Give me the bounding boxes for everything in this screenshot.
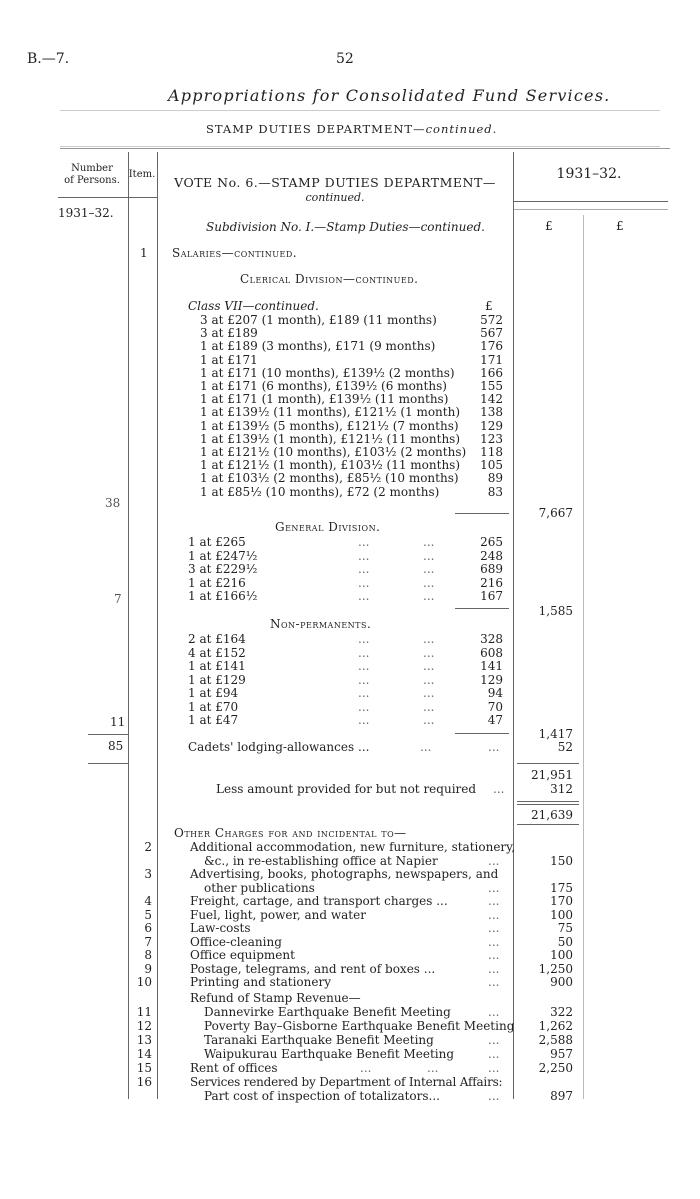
salary-row-amount: 105 xyxy=(480,458,503,473)
year-header: 1931–32. xyxy=(556,166,622,182)
charge-amount: 900 xyxy=(550,975,573,989)
salary-row-amount: 47 xyxy=(487,713,503,727)
salary-row-amount: 141 xyxy=(480,659,503,673)
persons-count: 38 xyxy=(105,496,121,510)
refund-label: Waipukurau Earthquake Benefit Meeting xyxy=(204,1047,455,1061)
running-title: Appropriations for Consolidated Fund Services. xyxy=(168,86,611,105)
charge-label: &c., in re-establishing office at Napier xyxy=(204,853,438,868)
salary-row-text: 3 at £189 xyxy=(200,326,258,341)
item-number: 1 xyxy=(140,246,148,260)
clerical-division-heading: Clerical Division—continued. xyxy=(240,272,419,286)
salary-row-amount: 155 xyxy=(480,379,503,393)
salary-row-amount: 138 xyxy=(480,405,503,420)
services-label: Services rendered by Department of Internal Affairs: xyxy=(190,1075,503,1089)
subtotal-amount: 1,417 xyxy=(538,727,573,741)
salary-row-amount: 567 xyxy=(480,326,503,341)
salary-row-amount: 129 xyxy=(480,418,503,433)
item-number: 2 xyxy=(144,840,152,854)
persons-column-header: Number of Persons. xyxy=(64,163,120,186)
refund-label: Poverty Bay–Gisborne Earthquake Benefit Meeting xyxy=(204,1019,515,1033)
charge-amount: 150 xyxy=(550,853,573,868)
salary-row-amount: 689 xyxy=(480,562,503,576)
charge-amount: 50 xyxy=(557,934,573,949)
salaries-heading: Salaries—continued. xyxy=(172,246,298,260)
page-number: 52 xyxy=(336,51,354,67)
item-number: 13 xyxy=(136,1033,152,1047)
charge-label: Postage, telegrams, and rent of boxes ... xyxy=(190,961,436,976)
item-column-header: Item. xyxy=(128,169,156,180)
salary-row-text: 1 at £216 xyxy=(188,575,246,590)
salary-row-text: 1 at £139½ (1 month), £121½ (11 months) xyxy=(200,431,461,446)
salary-row-text: 1 at £171 (6 months), £139½ (6 months) xyxy=(200,379,447,393)
other-charges-heading: Other Charges for and incidental to— xyxy=(174,826,407,840)
salary-row-text: 1 at £171 xyxy=(200,352,258,367)
item-number: 3 xyxy=(144,867,152,881)
salary-row-amount: 70 xyxy=(487,699,503,714)
salary-row-text: 1 at £129 xyxy=(188,672,246,687)
salary-row-amount: 265 xyxy=(480,535,503,549)
salary-row-amount: 167 xyxy=(480,589,503,603)
services-detail: Part cost of inspection of totalizators... xyxy=(204,1089,440,1103)
refund-amount: 322 xyxy=(550,1005,573,1019)
salary-row-text: 1 at £121½ (1 month), £103½ (11 months) xyxy=(200,458,461,473)
salary-row-text: 1 at £166½ xyxy=(188,589,258,603)
salary-row-text: 1 at £47 xyxy=(188,713,239,727)
salary-row-amount: 166 xyxy=(480,365,503,380)
salary-row-amount: 142 xyxy=(480,392,503,407)
salary-row-text: 3 at £207 (1 month), £189 (11 months) xyxy=(200,313,437,327)
salary-row-amount: 328 xyxy=(480,632,503,646)
item-number: 4 xyxy=(144,894,152,908)
vote-title: VOTE No. 6.—STAMP DUTIES DEPARTMENT— xyxy=(174,175,496,190)
refund-label: Taranaki Earthquake Benefit Meeting xyxy=(204,1033,434,1047)
salary-row-amount: 89 xyxy=(487,471,503,486)
charge-amount: 1,250 xyxy=(538,961,573,976)
salary-row-amount: 118 xyxy=(480,445,503,459)
item-number: 10 xyxy=(136,975,152,989)
salary-row-text: 1 at £141 xyxy=(188,659,246,673)
salary-row-text: 1 at £94 xyxy=(188,686,239,700)
vote-continued: continued. xyxy=(305,191,365,204)
less-label: Less amount provided for but not required xyxy=(216,782,477,796)
salary-row-amount: 248 xyxy=(480,548,503,563)
salary-row-text: 1 at £265 xyxy=(188,535,246,549)
salary-row-amount: 83 xyxy=(487,484,503,499)
charge-label: Office equipment xyxy=(190,948,295,962)
salary-row-text: 1 at £103½ (2 months), £85½ (10 months) xyxy=(200,471,459,486)
salary-row-text: 1 at £139½ (11 months), £121½ (1 month) xyxy=(200,405,461,420)
salary-row-amount: 572 xyxy=(480,313,503,327)
gross-total: 21,951 xyxy=(531,768,573,782)
persons-count: 11 xyxy=(110,715,126,729)
salary-row-text: 4 at £152 xyxy=(188,645,246,660)
salary-row-text: 1 at £70 xyxy=(188,699,239,714)
document-reference: B.—7. xyxy=(27,51,70,67)
department-title: STAMP DUTIES DEPARTMENT—continued. xyxy=(206,122,498,136)
rent-label: Rent of offices xyxy=(190,1061,278,1075)
net-total: 21,639 xyxy=(531,808,573,822)
refund-label: Dannevirke Earthquake Benefit Meeting xyxy=(204,1005,451,1019)
refund-amount: 1,262 xyxy=(538,1019,573,1033)
services-amount: 897 xyxy=(550,1089,573,1103)
refund-amount: 2,588 xyxy=(538,1033,573,1047)
cadets-label: Cadets' lodging-allowances ... xyxy=(188,740,370,754)
pound-sign: £ xyxy=(545,219,553,233)
item-number: 15 xyxy=(136,1061,152,1075)
charge-amount: 75 xyxy=(557,921,573,935)
salary-row-text: 3 at £229½ xyxy=(188,562,258,576)
cadets-amount: 52 xyxy=(557,740,573,754)
item-number: 16 xyxy=(136,1075,152,1089)
salary-row-amount: 94 xyxy=(487,686,503,700)
non-permanents-heading: Non-permanents. xyxy=(270,617,372,631)
item-number: 11 xyxy=(136,1005,152,1019)
salary-row-text: 1 at £139½ (5 months), £121½ (7 months) xyxy=(200,418,459,433)
charge-amount: 100 xyxy=(550,907,573,922)
persons-year: 1931–32. xyxy=(58,206,114,220)
subtotal-amount: 7,667 xyxy=(538,506,573,520)
charge-label: Office-cleaning xyxy=(190,934,282,949)
salary-row-amount: 176 xyxy=(480,339,503,354)
rent-amount: 2,250 xyxy=(538,1061,573,1075)
charge-label: Law-costs xyxy=(190,921,251,935)
charge-amount: 100 xyxy=(550,948,573,962)
salary-row-text: 1 at £171 (10 months), £139½ (2 months) xyxy=(200,365,455,380)
item-number: 7 xyxy=(144,934,152,949)
item-number: 12 xyxy=(136,1019,152,1033)
charge-label: other publications xyxy=(204,880,315,895)
persons-count: 7 xyxy=(114,592,122,606)
refund-heading: Refund of Stamp Revenue— xyxy=(190,991,361,1005)
salary-row-text: 1 at £189 (3 months), £171 (9 months) xyxy=(200,339,436,354)
item-number: 14 xyxy=(136,1047,152,1061)
item-number: 9 xyxy=(144,961,152,976)
charge-label: Additional accommodation, new furniture, stationery, xyxy=(190,840,516,854)
charge-amount: 175 xyxy=(550,880,573,895)
salary-row-amount: 123 xyxy=(480,431,503,446)
charge-label: Printing and stationery xyxy=(190,975,332,989)
subtotal-amount: 1,585 xyxy=(538,604,573,618)
pound-sign: £ xyxy=(616,219,624,233)
salary-row-text: 1 at £85½ (10 months), £72 (2 months) xyxy=(200,484,440,499)
subdivision-heading: Subdivision No. I.—Stamp Duties—continued. xyxy=(206,220,485,234)
charge-label: Fuel, light, power, and water xyxy=(190,907,366,922)
item-number: 8 xyxy=(144,948,152,962)
salary-row-text: 1 at £171 (1 month), £139½ (11 months) xyxy=(200,392,449,407)
class-vii-heading: Class VII—continued. xyxy=(188,299,319,313)
salary-row-text: 1 at £121½ (10 months), £103½ (2 months) xyxy=(200,445,467,459)
general-division-heading: General Division. xyxy=(275,520,381,534)
less-amount: 312 xyxy=(550,782,573,796)
salary-row-text: 2 at £164 xyxy=(188,632,246,646)
charge-label: Advertising, books, photographs, newspapers, and xyxy=(190,867,499,881)
persons-total: 85 xyxy=(108,739,124,753)
salary-row-text: 1 at £247½ xyxy=(188,548,258,563)
item-number: 5 xyxy=(144,907,152,922)
salary-row-amount: 171 xyxy=(480,352,503,367)
salary-row-amount: 608 xyxy=(480,645,503,660)
salary-row-amount: 216 xyxy=(480,575,503,590)
refund-amount: 957 xyxy=(550,1047,573,1061)
salary-row-amount: 129 xyxy=(480,672,503,687)
charge-label: Freight, cartage, and transport charges ... xyxy=(190,894,448,908)
pound-sign: £ xyxy=(485,299,493,313)
item-number: 6 xyxy=(144,921,152,935)
charge-amount: 170 xyxy=(550,894,573,908)
